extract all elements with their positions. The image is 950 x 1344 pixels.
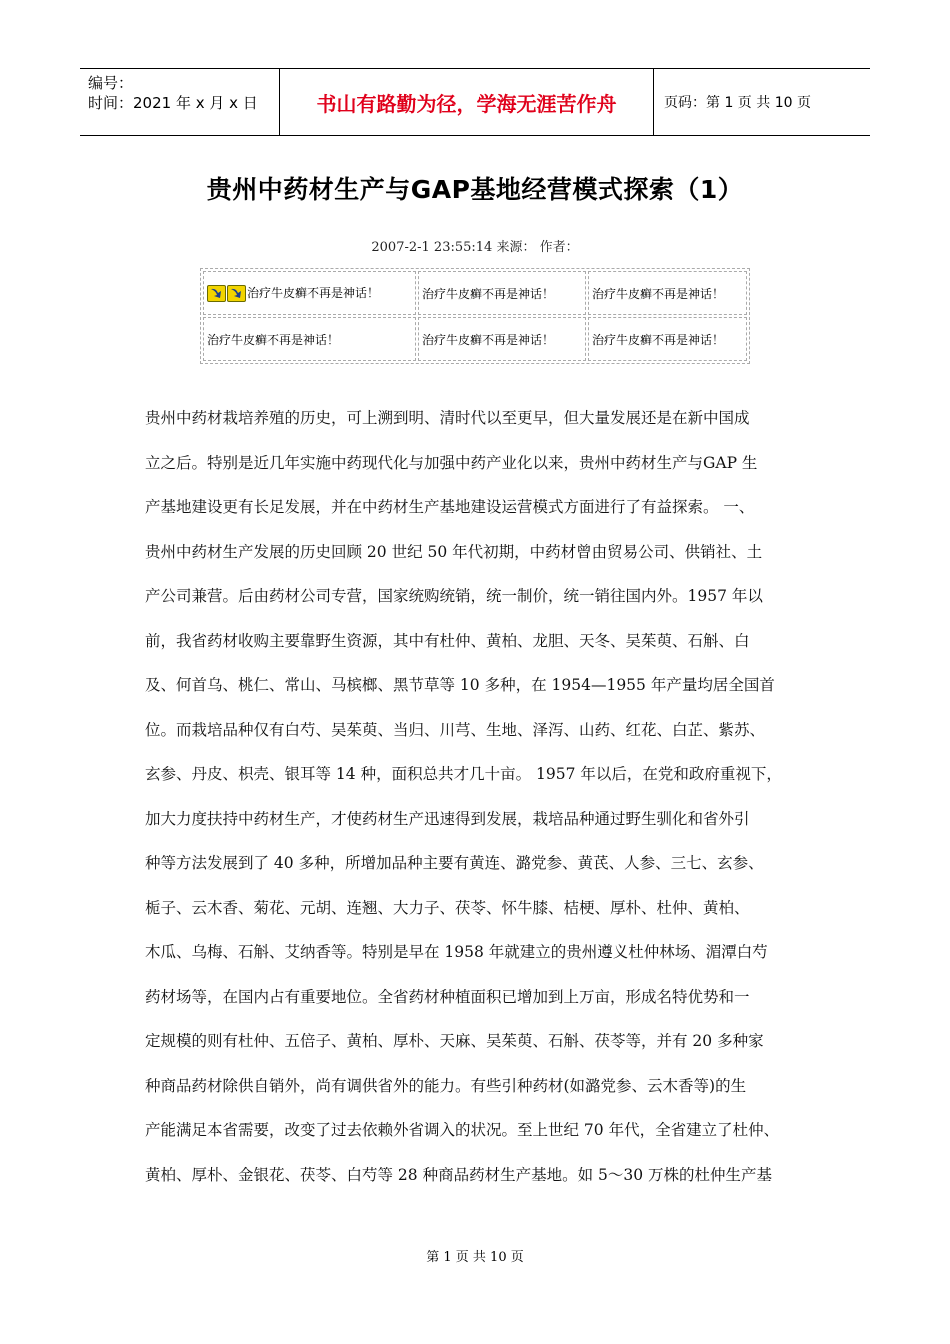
body-line: 贵州中药材栽培养殖的历史，可上溯到明、清时代以至更早，但大量发展还是在新中国成 [145, 409, 750, 427]
header-page-info: 页码：第 1 页 共 10 页 [664, 95, 811, 111]
body-line: 药材场等，在国内占有重要地位。全省药材种植面积已增加到上万亩，形成名特优势和一 [145, 987, 750, 1006]
ad-row [203, 271, 747, 315]
body-line: 前，我省药材收购主要靠野生资源，其中有杜仲、黄柏、龙胆、天冬、吴茱萸、石斛、白 [145, 631, 750, 650]
body-line: 定规模的则有杜仲、五倍子、黄柏、厚朴、天麻、吴茱萸、石斛、茯苓等，并有 20 多种家 [145, 1032, 764, 1050]
header-motto: 书山有路勤为径，学海无涯苦作舟 [280, 69, 654, 135]
ad-cell[interactable] [418, 271, 586, 315]
body-line: 立之后。特别是近几年实施中药现代化与加强中药产业化以来，贵州中药材生产与GAP 生 [145, 453, 758, 472]
body-line: 位。而栽培品种仅有白芍、吴茱萸、当归、川芎、生地、泽泻、山药、红花、白芷、紫苏、 [145, 720, 766, 739]
body-line: 木瓜、乌梅、石斛、艾纳香等。特别是早在 1958 年就建立的贵州遵义杜仲林场、湄潭白芍 [145, 943, 768, 961]
body-line: 产公司兼营。后由药材公司专营，国家统购统销，统一制价，统一销往国内外。1957 年以 [145, 587, 763, 605]
header-info [80, 69, 280, 135]
page-footer: 第 1 页 共 10 页 [426, 1250, 524, 1265]
body-line: 产基地建设更有长足发展，并在中药材生产基地建设运营模式方面进行了有益探索。 一、 [145, 498, 755, 516]
ad-cell[interactable] [203, 317, 416, 361]
body-line: 黄柏、厚朴、金银花、茯苓、白芍等 28 种商品药材生产基地。如 5～30 万株的杜仲生产基 [145, 1165, 773, 1184]
ad-row [203, 317, 747, 361]
ad-link-text[interactable]: 治疗牛皮癣不再是神话！ [592, 332, 725, 347]
arrow-icon [207, 285, 226, 302]
ad-cell[interactable] [588, 271, 747, 315]
body-line: 贵州中药材生产发展的历史回顾 20 世纪 50 年代初期，中药材曾由贸易公司、供销社、土 [145, 542, 763, 561]
ad-link-table [200, 268, 750, 364]
body-line: 栀子、云木香、菊花、元胡、连翘、大力子、茯苓、怀牛膝、桔梗、厚朴、杜仲、黄柏、 [145, 898, 750, 917]
ad-link-text[interactable]: 治疗牛皮癣不再是神话！ [247, 286, 380, 300]
arrow-icon [227, 285, 246, 302]
body-line: 种商品药材除供自销外，尚有调供省外的能力。有些引种药材(如潞党参、云木香等)的生 [145, 1076, 747, 1095]
document-header [80, 68, 870, 136]
body-line: 种等方法发展到了 40 多种，所增加品种主要有黄连、潞党参、黄芪、人参、三七、玄参、 [145, 854, 764, 872]
ad-link-text[interactable]: 治疗牛皮癣不再是神话！ [207, 332, 340, 347]
ad-link-text[interactable]: 治疗牛皮癣不再是神话！ [422, 286, 555, 301]
article-title: 贵州中药材生产与GAP基地经营模式探索（1） [206, 175, 744, 204]
body-line: 玄参、丹皮、枳壳、银耳等 14 种，面积总共才几十亩。 1957 年以后，在党和政府重视下， [145, 765, 782, 783]
ad-link-text[interactable]: 治疗牛皮癣不再是神话！ [592, 286, 725, 301]
body-line: 产能满足本省需要，改变了过去依赖外省调入的状况。至上世纪 70 年代，全省建立了杜仲、 [145, 1121, 780, 1139]
document-time-label: 时间：2021 年 x 月 x 日 [88, 94, 258, 112]
article-body [145, 396, 825, 1197]
document-number-label: 编号： [88, 74, 134, 92]
ad-link-text[interactable]: 治疗牛皮癣不再是神话！ [422, 332, 555, 347]
body-line: 及、何首乌、桃仁、常山、马槟榔、黑节草等 10 多种，在 1954—1955 年产量均居全国首 [145, 676, 775, 694]
body-line: 加大力度扶持中药材生产，才使药材生产迅速得到发展，栽培品种通过野生驯化和省外引 [145, 809, 750, 828]
ad-cell[interactable] [203, 271, 416, 315]
ad-cell[interactable] [588, 317, 747, 361]
ad-cell[interactable] [418, 317, 586, 361]
article-meta: 2007-2-1 23:55:14 来源： 作者： [371, 240, 579, 255]
